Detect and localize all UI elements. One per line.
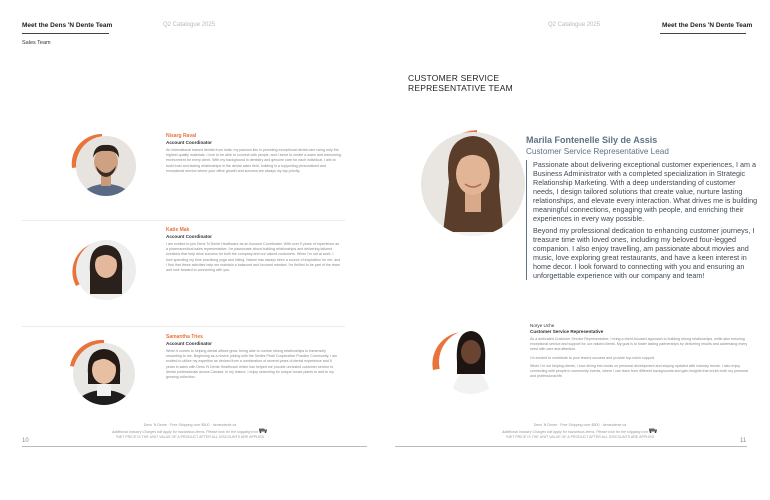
lead-bio (526, 160, 758, 280)
lead-card (526, 135, 758, 283)
right-page (385, 0, 770, 500)
footer-line-1: Dens 'N Dente · Free Shipping over $500 · densndente.ca (143, 423, 237, 427)
lead-name: Marila Fontenelle Sily de Assis (526, 135, 658, 145)
member-photo-samantha (62, 334, 138, 410)
member-name: Katie Mak (166, 227, 190, 233)
member-photo-katie (66, 232, 138, 304)
divider (22, 326, 345, 327)
footer-rule (395, 446, 747, 447)
lead-bio-paragraph-1: Passionate about delivering exceptional customer experiences, I am a Business Administrator with a completed specialization in Strategic Relationship Marketing. With a deep understanding of customer needs, I design tailored solutions that create value, nurture lasting relationships, and elevate every interaction. What drives me is building meaningful connections, engaging with people, and enriching their experiences in every way possible. (533, 160, 758, 223)
header-catalogue: Q2 Catalogue 2025 (548, 22, 601, 28)
member-bio: An international trained dentist from India, my passion lies in providing exceptional dental care using only the highest quality materials. I love to be able to connect with people, and I strive to create a warm and welcoming environment for every client. With my background in dentistry and genuine care for each individual, I aim to build trust and lasting relationships in the dental sales field, building in a supporting personalized and exceptional service where your office growth and success are always my top priority. (166, 148, 341, 173)
lead-photo (411, 120, 531, 242)
member-role: Account Coordinator (166, 140, 212, 145)
header-underline (660, 33, 746, 34)
section-label: Sales Team (22, 40, 51, 46)
member-role: Customer Service Representative (530, 329, 604, 334)
member-card-norye (530, 322, 750, 379)
member-card-katie (166, 227, 341, 273)
page-number: 10 (22, 438, 29, 444)
member-photo-nisarg (66, 128, 138, 200)
member-card-samantha (166, 334, 341, 380)
footer-line-2: Additional Industry Charges will apply for hazardous items. Please look for the shipping icon (60, 428, 320, 435)
member-role: Account Coordinator (166, 234, 212, 239)
member-name: Samantha Tries (166, 334, 203, 340)
member-name: Norye Uche (530, 323, 555, 328)
member-photo-norye (429, 318, 505, 398)
member-bio-paragraph-1: As a dedicated Customer Service Representative, I bring a client-focused approach to building strong relationships, while also ensuring exceptional service and support for our valued clients. My goal is to foster lasting partnerships by delivering results and addressing every need with care and attention. (530, 337, 748, 352)
divider (22, 220, 345, 221)
member-bio: When it comes to helping dental offices grow, being able to nurture strong relationships is immensely rewarding to me. Beginning as a novice joining with the Smiles Pearl Cooperative Practice Community, I am excited to utilize my expertise as derived from a combination of several years of dental experience and 5 years in sales with Dens 'N Dente Healthcare which has helped me provide unrivaled customer service to dental professionals across Canada. In my leisure, I enjoy searching for unique house plants to add to my growing collection. (166, 349, 338, 380)
footer-line-2: Additional Industry Charges will apply for hazardous items. Please look for the shipping icon (450, 428, 710, 435)
member-role: Account Coordinator (166, 341, 212, 346)
footer-text (60, 423, 320, 440)
header-title: Meet the Dens 'N Dente Team (22, 22, 113, 29)
lead-bio-paragraph-2: Beyond my professional dedication to enhancing customer journeys, I treasure time with loved ones, including my beloved four-legged companion. I also enjoy travelling, am passionate about movies and music, love exploring great restaurants, and have a keen interest in home decor. I look forward to connecting with you and ensuring an unforgettable experience with our company and team! (533, 226, 755, 280)
header-title: Meet the Dens 'N Dente Team (662, 22, 753, 29)
footer-line-3: *NET PRICE IS THE UNIT VALUE OF A PRODUCT AFTER ALL DISCOUNTS ARE APPLIED (115, 435, 265, 439)
footer-line-1: Dens 'N Dente · Free Shipping over $500 · densndente.ca (533, 423, 627, 427)
footer-text (450, 423, 710, 440)
footer-line-3: *NET PRICE IS THE UNIT VALUE OF A PRODUCT AFTER ALL DISCOUNTS ARE APPLIED (505, 435, 655, 439)
header-underline (22, 33, 109, 34)
member-bio-paragraph-2: I'm excited to contribute to your team's success and provide top-notch support. (530, 355, 656, 360)
member-card-nisarg (166, 133, 341, 174)
lead-role: Customer Service Representative Lead (526, 147, 669, 156)
truck-icon (259, 428, 268, 433)
header-catalogue: Q2 Catalogue 2025 (163, 22, 216, 28)
page-number: 11 (740, 438, 747, 444)
member-bio: I am excited to join Dens 'N Dente Healthcare as an Account Coordinator. With over 9 years of experience as a pharmaceutical sales representative, I'm passionate about building relationships and delivering tailored solutions that help drive success for both the company and our valued customers. When I'm not at work, I love spending my time practicing yoga and hiking. Nature has always been a source of inspiration for me, and I find that these activities help me maintain a balanced and focused mindset. I'm thrilled to be part of the team and look forward to connecting with you. (166, 242, 341, 273)
member-name: Nisarg Raval (166, 133, 197, 139)
truck-icon (649, 428, 658, 433)
team-title: CUSTOMER SERVICE REPRESENTATIVE TEAM (408, 73, 513, 93)
footer-rule (22, 446, 367, 447)
member-bio-paragraph-3: When I'm not helping clients, I love diving into books on personal development and staying updated with industry trends. I also enjoy connecting with people in community events, where I can learn from different backgrounds and gain insights that enrich both my personal and professional life. (530, 363, 748, 379)
